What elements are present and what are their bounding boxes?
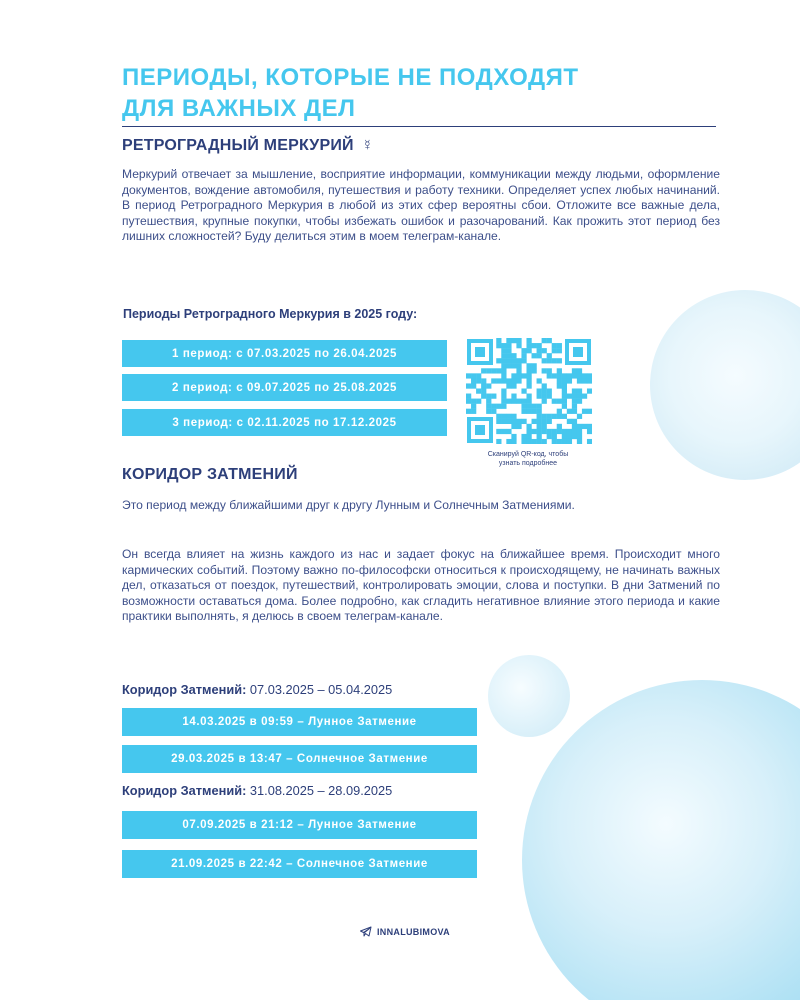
qr-module — [496, 404, 501, 409]
page-title — [122, 62, 722, 124]
qr-module — [511, 338, 516, 343]
qr-module — [562, 399, 567, 404]
qr-module — [557, 409, 562, 414]
qr-module — [537, 353, 542, 358]
qr-module — [572, 424, 577, 429]
qr-module — [526, 409, 531, 414]
qr-module — [542, 383, 547, 388]
qr-module — [547, 434, 552, 439]
qr-module — [511, 373, 516, 378]
qr-module — [496, 358, 501, 363]
qr-module — [532, 419, 537, 424]
qr-module — [476, 373, 481, 378]
qr-module — [501, 394, 506, 399]
qr-module — [466, 409, 471, 414]
page-title-line-1: ПЕРИОДЫ, КОТОРЫЕ НЕ ПОДХОДЯТ — [122, 64, 579, 91]
qr-module — [501, 378, 506, 383]
qr-module — [547, 338, 552, 343]
mercury-period-3: 3 период: с 02.11.2025 по 17.12.2025 — [122, 409, 447, 436]
qr-module — [471, 383, 476, 388]
qr-module — [506, 383, 511, 388]
qr-module — [557, 373, 562, 378]
qr-module — [572, 409, 577, 414]
qr-module — [577, 439, 582, 444]
qr-module — [567, 429, 572, 434]
qr-module — [511, 353, 516, 358]
corridor-dates-2: 31.08.2025 – 28.09.2025 — [249, 783, 393, 798]
qr-module — [557, 378, 562, 383]
eclipse-event-solar-2: 21.09.2025 в 22:42 – Солнечное Затмение — [122, 850, 477, 878]
qr-module — [562, 388, 567, 393]
qr-caption-line-1: Сканируй QR-код, чтобы — [487, 451, 569, 458]
qr-module — [501, 368, 506, 373]
qr-module — [537, 429, 542, 434]
qr-module — [547, 414, 552, 419]
qr-module — [572, 399, 577, 404]
qr-module — [516, 419, 521, 424]
qr-module — [542, 348, 547, 353]
qr-module — [557, 343, 562, 348]
qr-module — [481, 388, 486, 393]
qr-module — [552, 439, 557, 444]
qr-module — [577, 424, 582, 429]
qr-module — [521, 404, 526, 409]
qr-module — [511, 399, 516, 404]
qr-module — [526, 368, 531, 373]
qr-module — [476, 399, 481, 404]
corridor-dates-1: 07.03.2025 – 05.04.2025 — [249, 682, 393, 697]
qr-module — [526, 434, 531, 439]
qr-module — [567, 378, 572, 383]
qr-module — [506, 439, 511, 444]
qr-module — [471, 409, 476, 414]
qr-module — [537, 409, 542, 414]
qr-module — [537, 419, 542, 424]
qr-module — [577, 429, 582, 434]
corridor-label-1: Коридор Затмений: — [122, 682, 247, 697]
qr-module — [562, 383, 567, 388]
qr-module — [537, 434, 542, 439]
qr-module — [471, 404, 476, 409]
qr-module — [552, 434, 557, 439]
qr-module — [481, 383, 486, 388]
qr-module — [506, 348, 511, 353]
moon-illustration-small — [488, 655, 570, 737]
qr-module — [562, 378, 567, 383]
qr-module — [521, 419, 526, 424]
qr-module — [577, 378, 582, 383]
qr-module — [537, 378, 542, 383]
title-divider — [122, 126, 716, 127]
qr-module — [501, 348, 506, 353]
qr-module — [506, 419, 511, 424]
qr-module — [481, 378, 486, 383]
qr-module — [557, 414, 562, 419]
qr-module — [577, 399, 582, 404]
qr-module — [501, 388, 506, 393]
qr-module — [572, 419, 577, 424]
qr-module — [511, 363, 516, 368]
qr-module — [547, 358, 552, 363]
qr-module — [577, 388, 582, 393]
qr-module — [526, 343, 531, 348]
qr-module — [572, 373, 577, 378]
qr-module — [506, 399, 511, 404]
qr-module — [542, 419, 547, 424]
qr-module — [496, 414, 501, 419]
qr-module — [501, 363, 506, 368]
qr-module — [587, 373, 592, 378]
qr-module — [481, 394, 486, 399]
qr-module — [526, 363, 531, 368]
qr-module — [521, 439, 526, 444]
qr-module — [471, 378, 476, 383]
qr-module — [486, 383, 491, 388]
qr-module — [557, 424, 562, 429]
qr-module — [486, 368, 491, 373]
qr-module — [501, 419, 506, 424]
qr-module — [526, 429, 531, 434]
qr-module — [521, 348, 526, 353]
qr-module — [532, 353, 537, 358]
qr-module — [577, 394, 582, 399]
qr-module — [562, 434, 567, 439]
mercury-description: Меркурий отвечает за мышление, восприятие информации, коммуникации между людьми, оформление документов, вождение автомобиля, путешествия и работу техники. Определяет успех любых начинаний. В период Ретроградного Меркурия в любой из этих сфер вероятны сбои. Отложите все важные дела, путешествия, крупные покупки, чтобы избежать ошибок и разочарований. Как прожить этот период без лишних сложностей? Буду делиться этим в моем телеграм-канале. — [122, 167, 720, 243]
qr-module — [562, 429, 567, 434]
qr-module — [532, 343, 537, 348]
qr-module — [552, 414, 557, 419]
qr-caption-line-2: узнать подробнее — [498, 460, 558, 467]
qr-code-icon[interactable] — [466, 338, 592, 444]
qr-module — [526, 383, 531, 388]
qr-module — [496, 419, 501, 424]
qr-module — [476, 388, 481, 393]
qr-module — [526, 378, 531, 383]
mercury-period-1: 1 период: с 07.03.2025 по 26.04.2025 — [122, 340, 447, 367]
qr-module — [562, 404, 567, 409]
qr-module — [537, 404, 542, 409]
qr-module — [552, 343, 557, 348]
qr-caption — [468, 450, 588, 468]
qr-module — [516, 373, 521, 378]
qr-module — [542, 394, 547, 399]
qr-module — [491, 404, 496, 409]
qr-module — [547, 429, 552, 434]
qr-module — [532, 404, 537, 409]
qr-module — [567, 439, 572, 444]
qr-module — [552, 429, 557, 434]
qr-module — [516, 368, 521, 373]
qr-module — [572, 429, 577, 434]
page-title-line-2: ДЛЯ ВАЖНЫХ ДЕЛ — [122, 95, 356, 122]
qr-module — [516, 358, 521, 363]
qr-module — [501, 358, 506, 363]
qr-module — [476, 378, 481, 383]
qr-module — [557, 358, 562, 363]
qr-module — [552, 399, 557, 404]
corridor-range-1 — [122, 682, 392, 697]
qr-module — [557, 348, 562, 353]
qr-module — [537, 414, 542, 419]
qr-module — [557, 439, 562, 444]
qr-module — [532, 363, 537, 368]
qr-module — [501, 414, 506, 419]
qr-module — [506, 343, 511, 348]
qr-module — [567, 419, 572, 424]
qr-module — [526, 439, 531, 444]
qr-module — [547, 419, 552, 424]
qr-module — [511, 394, 516, 399]
qr-module — [516, 399, 521, 404]
mercury-period-2: 2 период: с 09.07.2025 по 25.08.2025 — [122, 374, 447, 401]
eclipse-event-solar-1: 29.03.2025 в 13:47 – Солнечное Затмение — [122, 745, 477, 773]
qr-module — [547, 373, 552, 378]
qr-module — [582, 394, 587, 399]
corridor-range-2 — [122, 783, 392, 798]
mercury-heading — [122, 137, 373, 155]
qr-module — [537, 424, 542, 429]
qr-module — [516, 424, 521, 429]
qr-module — [587, 424, 592, 429]
qr-module — [547, 388, 552, 393]
qr-module — [542, 399, 547, 404]
qr-module — [486, 394, 491, 399]
qr-module — [572, 434, 577, 439]
qr-module — [587, 388, 592, 393]
qr-module — [511, 414, 516, 419]
qr-module — [511, 434, 516, 439]
qr-module — [526, 399, 531, 404]
eclipse-event-lunar-2: 07.09.2025 в 21:12 – Лунное Затмение — [122, 811, 477, 839]
qr-module — [532, 429, 537, 434]
qr-module — [542, 414, 547, 419]
qr-module — [587, 378, 592, 383]
telegram-icon — [360, 926, 372, 937]
qr-module — [511, 419, 516, 424]
qr-module — [506, 378, 511, 383]
qr-module — [486, 404, 491, 409]
qr-module — [552, 348, 557, 353]
qr-module — [542, 338, 547, 343]
qr-module — [471, 373, 476, 378]
qr-module — [466, 383, 471, 388]
moon-illustration-large — [522, 680, 800, 1000]
qr-module — [516, 338, 521, 343]
qr-module — [491, 409, 496, 414]
corridor-intro: Это период между ближайшими друг к другу Лунным и Солнечным Затмениями. — [122, 498, 575, 512]
qr-module — [521, 373, 526, 378]
qr-module — [557, 399, 562, 404]
qr-module — [496, 343, 501, 348]
qr-module — [542, 388, 547, 393]
qr-module — [506, 363, 511, 368]
qr-module — [511, 439, 516, 444]
qr-module — [526, 404, 531, 409]
qr-module — [557, 383, 562, 388]
qr-module — [466, 373, 471, 378]
qr-module — [521, 434, 526, 439]
footer-handle: INNALUBIMOVA — [377, 926, 450, 937]
qr-module — [537, 348, 542, 353]
qr-module — [486, 399, 491, 404]
qr-module — [526, 424, 531, 429]
qr-module — [537, 388, 542, 393]
qr-module — [521, 409, 526, 414]
qr-module — [542, 439, 547, 444]
qr-module — [572, 388, 577, 393]
qr-module — [542, 429, 547, 434]
qr-module — [501, 373, 506, 378]
qr-module — [511, 378, 516, 383]
qr-module — [516, 378, 521, 383]
mercury-periods-heading: Периоды Ретроградного Меркурия в 2025 году: — [123, 307, 418, 321]
qr-module — [572, 404, 577, 409]
qr-module — [506, 414, 511, 419]
qr-module — [582, 378, 587, 383]
qr-module — [582, 424, 587, 429]
qr-module — [542, 358, 547, 363]
qr-module — [526, 373, 531, 378]
qr-module — [506, 338, 511, 343]
qr-module — [532, 409, 537, 414]
qr-module — [506, 429, 511, 434]
qr-module — [486, 409, 491, 414]
qr-module — [501, 404, 506, 409]
qr-module — [582, 373, 587, 378]
qr-module — [542, 368, 547, 373]
qr-module — [547, 394, 552, 399]
qr-module — [562, 439, 567, 444]
qr-module — [567, 409, 572, 414]
qr-module — [572, 368, 577, 373]
qr-module — [496, 378, 501, 383]
qr-module — [562, 414, 567, 419]
qr-module — [526, 338, 531, 343]
qr-module — [552, 358, 557, 363]
qr-module — [516, 343, 521, 348]
qr-module — [532, 368, 537, 373]
qr-module — [547, 368, 552, 373]
qr-module — [496, 368, 501, 373]
qr-module — [557, 368, 562, 373]
qr-module — [537, 439, 542, 444]
qr-module — [521, 353, 526, 358]
qr-module — [506, 358, 511, 363]
qr-module — [562, 394, 567, 399]
qr-module — [532, 439, 537, 444]
qr-module — [587, 409, 592, 414]
corridor-heading: КОРИДОР ЗАТМЕНИЙ — [122, 466, 298, 483]
qr-module — [557, 429, 562, 434]
qr-module — [501, 429, 506, 434]
qr-module — [567, 434, 572, 439]
qr-module — [501, 399, 506, 404]
qr-module — [552, 373, 557, 378]
qr-module — [491, 378, 496, 383]
moon-illustration-top — [650, 290, 800, 480]
qr-module — [481, 368, 486, 373]
qr-module — [577, 368, 582, 373]
qr-module — [471, 399, 476, 404]
qr-module — [496, 338, 501, 343]
qr-module — [526, 348, 531, 353]
qr-module — [511, 383, 516, 388]
qr-module — [526, 394, 531, 399]
qr-module — [587, 439, 592, 444]
qr-module — [567, 394, 572, 399]
qr-module — [537, 394, 542, 399]
qr-module — [501, 353, 506, 358]
qr-module — [466, 394, 471, 399]
qr-module — [511, 358, 516, 363]
footer-telegram-link[interactable] — [360, 926, 450, 937]
qr-module — [572, 394, 577, 399]
qr-module — [501, 343, 506, 348]
qr-module — [542, 424, 547, 429]
qr-module — [521, 358, 526, 363]
qr-module — [521, 399, 526, 404]
qr-module — [521, 388, 526, 393]
qr-module — [496, 439, 501, 444]
qr-module — [511, 424, 516, 429]
qr-module — [537, 343, 542, 348]
qr-module — [506, 353, 511, 358]
qr-module — [577, 414, 582, 419]
eclipse-event-lunar-1: 14.03.2025 в 09:59 – Лунное Затмение — [122, 708, 477, 736]
qr-module — [562, 373, 567, 378]
qr-module — [491, 394, 496, 399]
qr-module — [587, 429, 592, 434]
qr-module — [516, 363, 521, 368]
corridor-label-2: Коридор Затмений: — [122, 783, 247, 798]
qr-module — [496, 429, 501, 434]
qr-module — [567, 373, 572, 378]
qr-module — [547, 353, 552, 358]
corridor-description: Он всегда влияет на жизнь каждого из нас и задает фокус на ближайшее время. Происходит много кармических событий. Поэтому важно по-философски относиться к происходящему, не начинать важных дел, отказаться от поездок, путешествий, контролировать эмоции, слова и поступки. В дни Затмений по возможности оставаться дома. Более подробно, как сгладить негативное влияние этого периода и какие практики выполнять, я делюсь в своем телеграм-канале. — [122, 547, 720, 623]
mercury-heading-text: РЕТРОГРАДНЫЙ МЕРКУРИЙ — [122, 137, 354, 154]
qr-module — [466, 399, 471, 404]
qr-module — [491, 368, 496, 373]
qr-module — [582, 409, 587, 414]
qr-module — [577, 373, 582, 378]
qr-module — [577, 434, 582, 439]
mercury-symbol-icon: ☿ — [361, 137, 374, 154]
